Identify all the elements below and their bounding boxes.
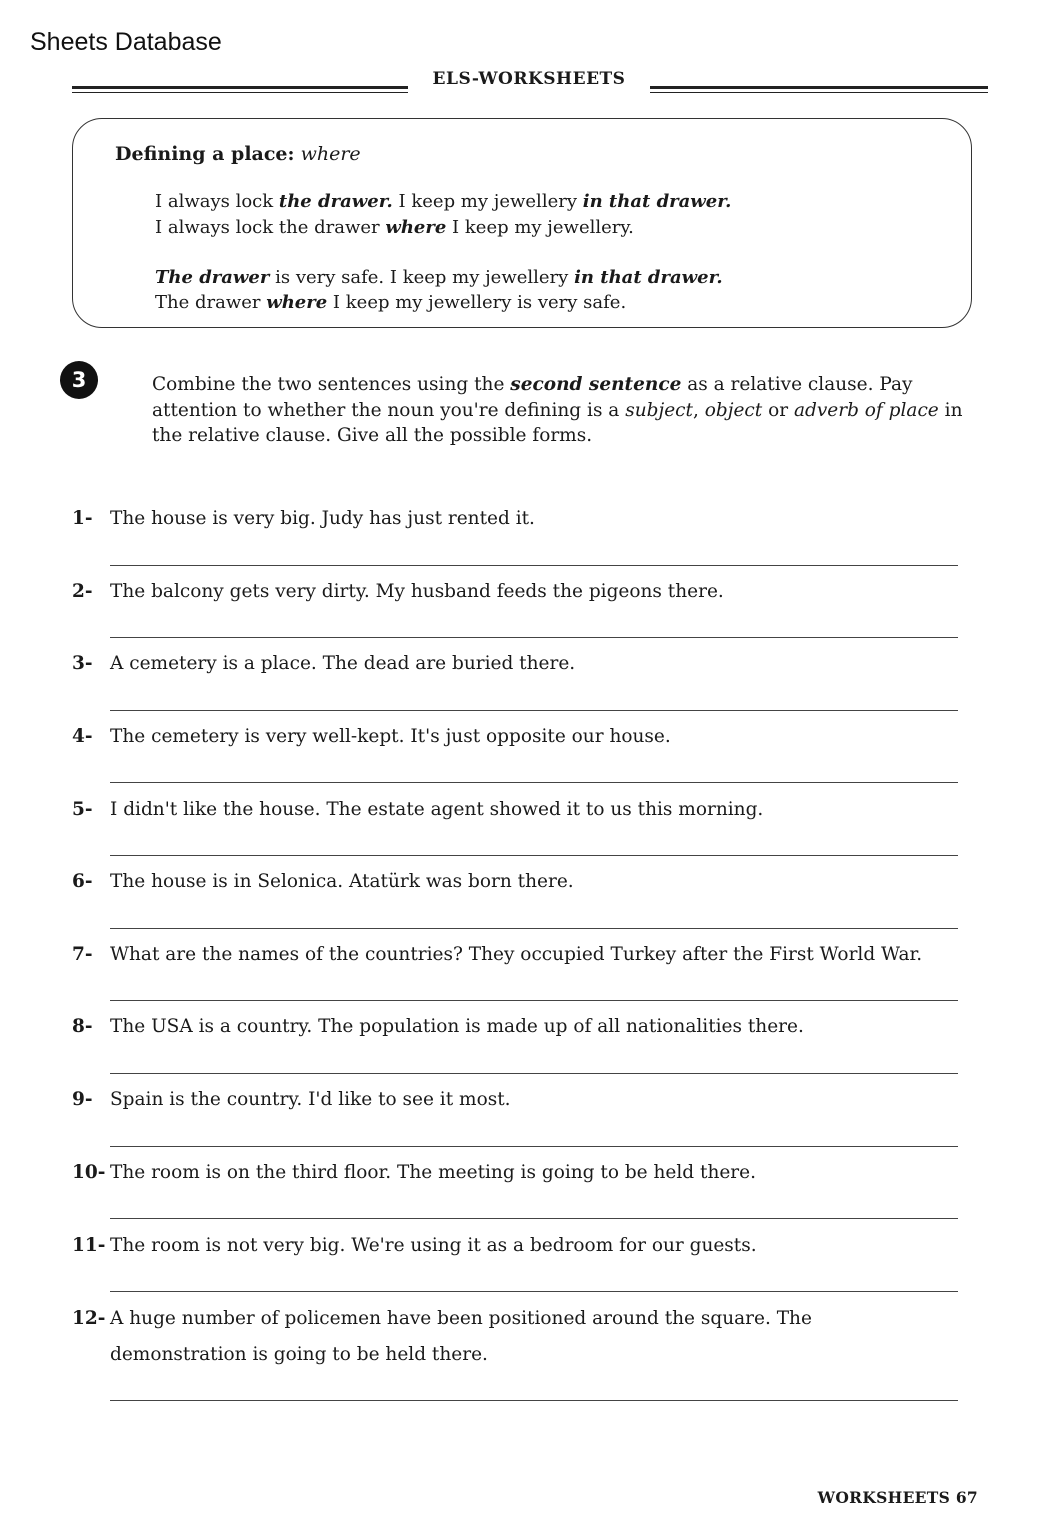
exercise-item: 1- The house is very big. Judy has just rented it. [72,508,535,529]
example-heading-label: Defining a place: [115,143,295,165]
exercise-item-continuation: demonstration is going to be held there. [110,1344,488,1365]
page-footer: WORKSHEETS 67 [817,1488,978,1507]
answer-line[interactable] [110,565,958,566]
exercise-item: 8- The USA is a country. The population is made up of all nationalities there. [72,1016,804,1037]
example-line: The drawer where I keep my jewellery is very safe. [155,292,627,313]
answer-line[interactable] [110,1218,958,1219]
example-box [72,118,972,328]
example-line: The drawer is very safe. I keep my jewellery in that drawer. [155,267,723,288]
answer-line[interactable] [110,1400,958,1401]
exercise-number-badge: 3 [60,361,98,399]
exercise-item: 11- The room is not very big. We're using it as a bedroom for our guests. [72,1235,757,1256]
exercise-item: 3- A cemetery is a place. The dead are buried there. [72,653,576,674]
exercise-item: 2- The balcony gets very dirty. My husband feeds the pigeons there. [72,581,724,602]
exercise-item: 9- Spain is the country. I'd like to see it most. [72,1089,511,1110]
exercise-item: 4- The cemetery is very well-kept. It's just opposite our house. [72,726,671,747]
site-title: Sheets Database [30,28,222,56]
answer-line[interactable] [110,637,958,638]
answer-line[interactable] [110,710,958,711]
example-line: I always lock the drawer. I keep my jewellery in that drawer. [155,191,732,212]
answer-line[interactable] [110,928,958,929]
example-line: I always lock the drawer where I keep my jewellery. [155,217,634,238]
header-title: ELS-WORKSHEETS [432,69,626,89]
answer-line[interactable] [110,782,958,783]
header-rule-right [650,86,988,93]
exercise-item: 7- What are the names of the countries? They occupied Turkey after the First World War. [72,944,923,965]
answer-line[interactable] [110,855,958,856]
answer-line[interactable] [110,1291,958,1292]
header-rule-left [72,86,408,93]
exercise-item: 10- The room is on the third floor. The meeting is going to be held there. [72,1162,756,1183]
exercise-item: 6- The house is in Selonica. Atatürk was born there. [72,871,574,892]
example-heading-keyword: where [300,143,361,165]
exercise-item: 5- I didn't like the house. The estate agent showed it to us this morning. [72,799,764,820]
exercise-instructions: Combine the two sentences using the second sentence as a relative clause. Pay attention to whether the noun you're defining is a subject, object or adverb of place in the relative clause. Give all the possible forms. [152,374,963,446]
answer-line[interactable] [110,1000,958,1001]
exercise-item: 12- A huge number of policemen have been positioned around the square. The demonstration is going to be held there. [72,1308,812,1365]
example-heading [115,143,361,165]
answer-line[interactable] [110,1146,958,1147]
answer-line[interactable] [110,1073,958,1074]
